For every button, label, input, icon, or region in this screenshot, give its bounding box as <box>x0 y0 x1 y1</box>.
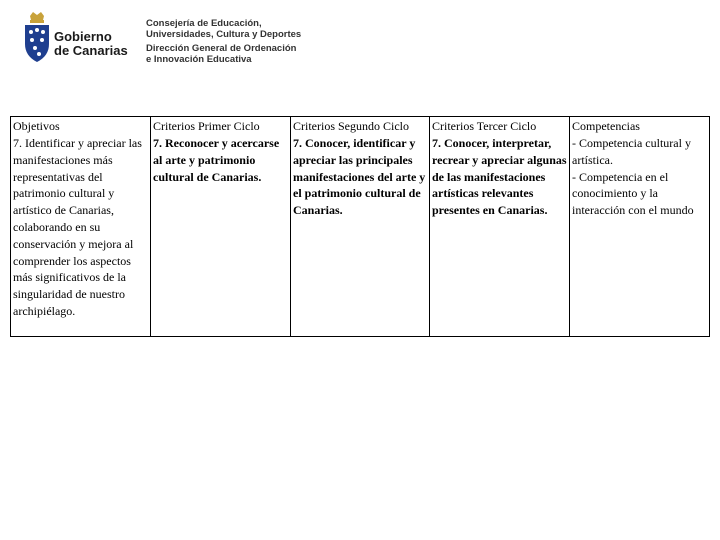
table-header-row <box>11 117 710 136</box>
dept-line-4: e Innovación Educativa <box>146 54 252 65</box>
table-row <box>11 135 710 337</box>
header-competencias: Competencias <box>570 117 710 136</box>
dept-line-1: Consejería de Educación, <box>146 18 262 29</box>
cell-objetivo: 7. Identificar y apreciar las manifestaciones más representativas del patrimonio cultural y artístico de Canarias, colaborando en su conservación y mejora al comprender los aspectos más significativos de la singularidad de nuestro archipiélago. <box>11 135 151 337</box>
canarias-crest-icon <box>22 12 52 64</box>
header-primer-ciclo: Criterios Primer Ciclo <box>151 117 291 136</box>
cell-criterio-tercer-ciclo: 7. Conocer, interpretar, recrear y apreciar algunas de las manifestaciones artísticas relevantes presentes en Canarias. <box>430 135 570 337</box>
brand-line-2: de Canarias <box>54 43 128 58</box>
department-text <box>146 18 301 65</box>
header-segundo-ciclo: Criterios Segundo Ciclo <box>291 117 430 136</box>
cell-competencias: - Competencia cultural y artística. - Competencia en el conocimiento y la interacción con el mundo <box>570 135 710 337</box>
dept-line-2: Universidades, Cultura y Deportes <box>146 29 302 40</box>
dept-line-3: Dirección General de Ordenación <box>146 43 297 54</box>
gobierno-de-canarias-logo <box>22 12 142 76</box>
objectives-table <box>10 116 710 337</box>
header-tercer-ciclo: Criterios Tercer Ciclo <box>430 117 570 136</box>
cell-criterio-primer-ciclo: 7. Reconocer y acercarse al arte y patrimonio cultural de Canarias. <box>151 135 291 337</box>
page-header <box>22 12 322 82</box>
header-objetivos: Objetivos <box>11 117 151 136</box>
cell-criterio-segundo-ciclo: 7. Conocer, identificar y apreciar las principales manifestaciones del arte y el patrimonio cultural de Canarias. <box>291 135 430 337</box>
brand-line-1: Gobierno <box>54 29 112 44</box>
brand-name <box>54 30 128 58</box>
